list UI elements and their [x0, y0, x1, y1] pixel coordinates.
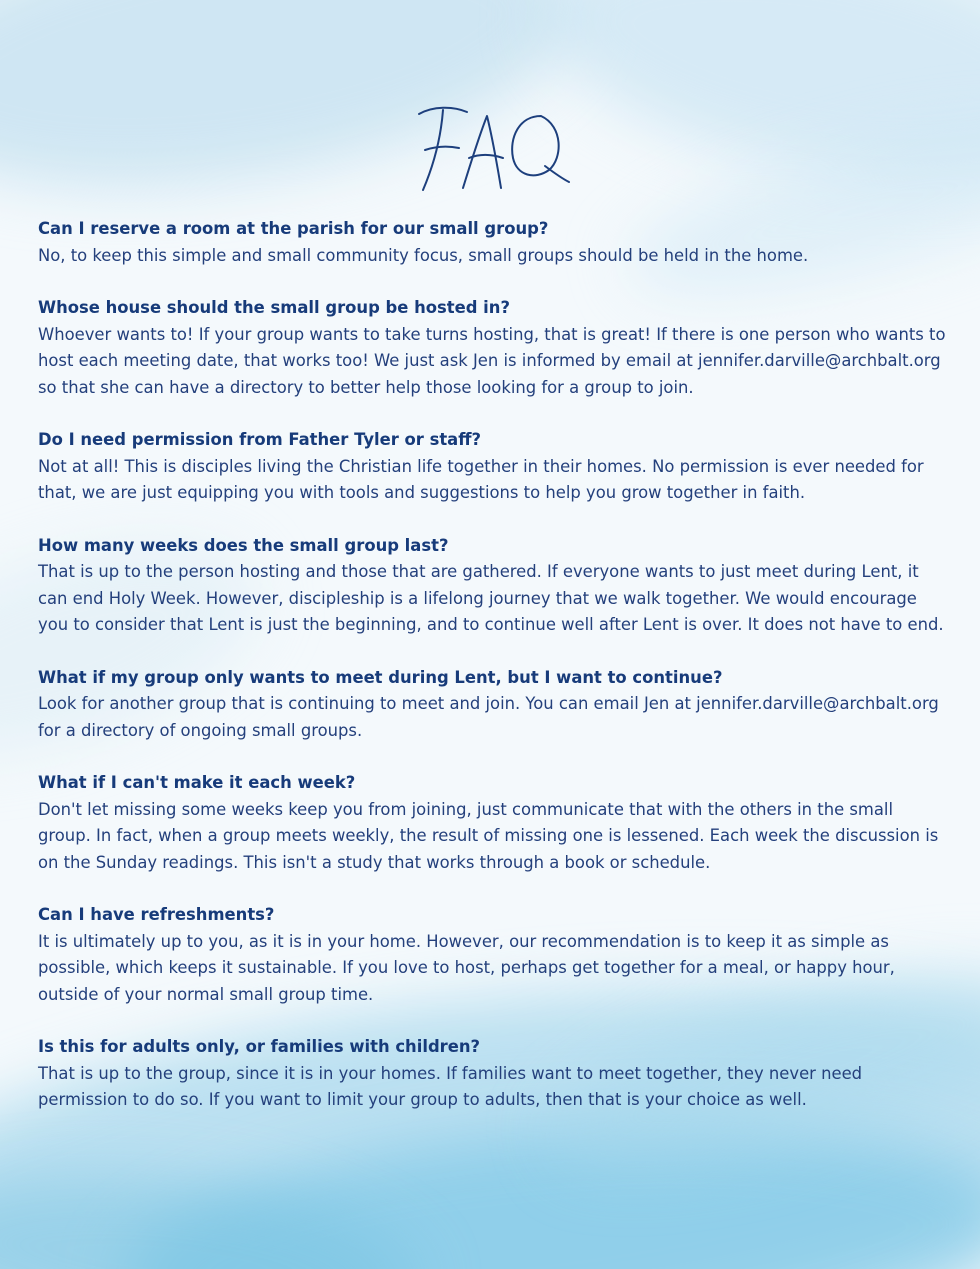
faq-answer: Not at all! This is disciples living the Christian life together in their homes. No permission is ever needed for that, we are just equipping you with tools and suggestions to help you grow together in faith. [38, 456, 924, 502]
faq-answer: No, to keep this simple and small community focus, small groups should be held in the home. [38, 245, 809, 265]
page-title [0, 96, 980, 200]
faq-item [38, 1034, 950, 1114]
faq-question: Can I have refreshments? [38, 905, 275, 924]
faq-item [38, 295, 950, 401]
faq-question: Do I need permission from Father Tyler or staff? [38, 430, 482, 449]
faq-answer: It is ultimately up to you, as it is in your home. However, our recommendation is to keep it as simple as possible, which keeps it sustainable. If you love to host, perhaps get together for a meal, or happy hour, outside of your normal small group time. [38, 931, 895, 1004]
faq-item [38, 427, 950, 507]
faq-question: What if my group only wants to meet during Lent, but I want to continue? [38, 667, 723, 687]
faq-answer: That is up to the group, since it is in your homes. If families want to meet together, they never need permission to do so. If you want to limit your group to adults, then that is your choice as well. [38, 1063, 863, 1109]
faq-question: Is this for adults only, or families with children? [38, 1037, 481, 1056]
faq-item [38, 533, 950, 639]
faq-item [38, 665, 950, 745]
faq-question: Can I reserve a room at the parish for our small group? [38, 219, 549, 238]
faq-answer: That is up to the person hosting and those that are gathered. If everyone wants to just meet during Lent, it can end Holy Week. However, discipleship is a lifelong journey that we walk together. We would encourage you to consider that Lent is just the beginning, and to continue well after Lent is over. It does not have to end. [38, 562, 944, 634]
faq-item [38, 770, 950, 876]
faq-list [38, 216, 950, 1140]
faq-item [38, 902, 950, 1008]
faq-question: What if I can't make it each week? [38, 773, 356, 792]
faq-answer: Look for another group that is continuing to meet and join. You can email Jen at jennifer.darville@archbalt.org for a directory of ongoing small groups. [38, 694, 939, 740]
faq-item [38, 216, 950, 269]
faq-answer: Whoever wants to! If your group wants to take turns hosting, that is great! If there is one person who wants to host each meeting date, that works too! We just ask Jen is informed by email at jennifer.darville@archbalt.org so that she can have a directory to better help those looking for a group to join. [38, 324, 946, 397]
faq-answer: Don't let missing some weeks keep you from joining, just communicate that with the others in the small group. In fact, when a group meets weekly, the result of missing one is lessened. Each week the discussion is on the Sunday readings. This isn't a study that works through a book or schedule. [38, 799, 939, 872]
faq-question: How many weeks does the small group last? [38, 535, 449, 555]
faq-script-title [405, 96, 575, 196]
faq-question: Whose house should the small group be hosted in? [38, 298, 510, 317]
